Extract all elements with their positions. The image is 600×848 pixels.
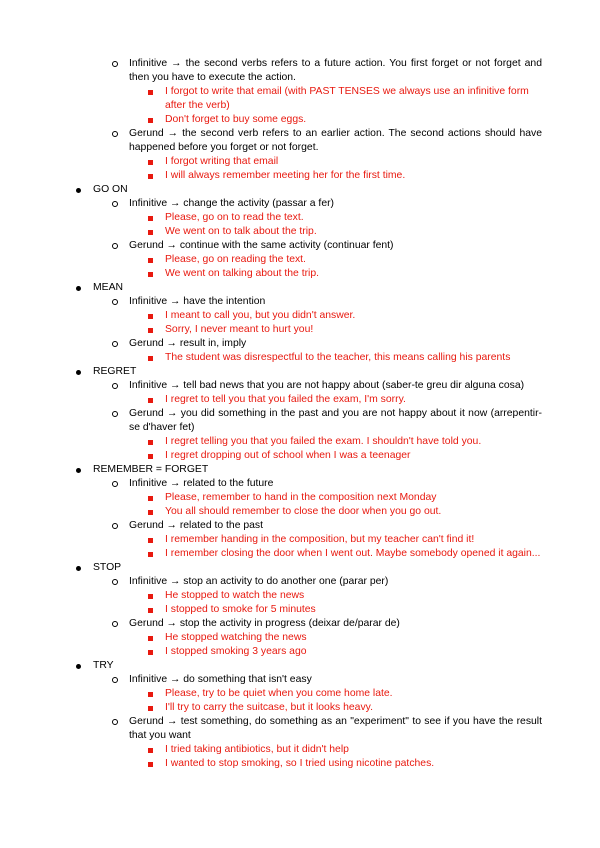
- square-bullet-icon: [148, 272, 153, 277]
- item-text: I wanted to stop smoking, so I tried using nicotine patches.: [165, 758, 435, 769]
- item-text: Please, go on reading the text.: [165, 254, 306, 265]
- example-item: [0, 351, 542, 365]
- square-bullet-icon: [148, 440, 153, 445]
- square-bullet-icon: [148, 636, 153, 641]
- item-text: Infinitive → have the intention: [129, 296, 266, 307]
- hollow-bullet-icon: [112, 201, 118, 207]
- section-heading-item: [0, 281, 542, 295]
- hollow-bullet-icon: [112, 579, 118, 585]
- rule-item: [0, 127, 542, 155]
- document-page: [0, 57, 600, 771]
- item-text: REMEMBER = FORGET: [93, 464, 209, 475]
- square-bullet-icon: [148, 748, 153, 753]
- item-text: You all should remember to close the door when you go out.: [165, 506, 442, 517]
- square-bullet-icon: [148, 160, 153, 165]
- hollow-bullet-icon: [112, 523, 118, 529]
- item-text: I'll try to carry the suitcase, but it looks heavy.: [165, 702, 373, 713]
- rule-item: [0, 239, 542, 253]
- square-bullet-icon: [148, 258, 153, 263]
- item-text: Please, go on to read the text.: [165, 212, 304, 223]
- rule-item: [0, 197, 542, 211]
- example-item: [0, 267, 542, 281]
- section-heading-item: [0, 561, 542, 575]
- item-text: Gerund → test something, do something as an "experiment" to see if you have the result that you want: [129, 716, 542, 741]
- item-text: REGRET: [93, 366, 137, 377]
- item-text: I stopped to smoke for 5 minutes: [165, 604, 316, 615]
- example-item: [0, 309, 542, 323]
- item-text: Gerund → you did something in the past and you are not happy about it now (arrepentir-se d'haver fet): [129, 408, 542, 433]
- hollow-bullet-icon: [112, 411, 118, 417]
- item-text: Gerund → related to the past: [129, 520, 264, 531]
- square-bullet-icon: [148, 454, 153, 459]
- filled-bullet-icon: [76, 664, 81, 669]
- example-item: [0, 85, 542, 113]
- example-item: [0, 225, 542, 239]
- section-heading-item: [0, 463, 542, 477]
- example-item: [0, 603, 542, 617]
- example-item: [0, 113, 542, 127]
- example-item: [0, 491, 542, 505]
- square-bullet-icon: [148, 510, 153, 515]
- item-text: Gerund → stop the activity in progress (deixar de/parar de): [129, 618, 400, 629]
- hollow-bullet-icon: [112, 719, 118, 725]
- square-bullet-icon: [148, 398, 153, 403]
- item-text: I regret dropping out of school when I was a teenager: [165, 450, 411, 461]
- rule-item: [0, 57, 542, 85]
- item-text: I forgot to write that email (with PAST TENSES we always use an infinitive form after the verb): [165, 86, 529, 111]
- filled-bullet-icon: [76, 370, 81, 375]
- item-text: I forgot writing that email: [165, 156, 279, 167]
- square-bullet-icon: [148, 328, 153, 333]
- square-bullet-icon: [148, 118, 153, 123]
- item-text: I remember closing the door when I went out. Maybe somebody opened it again...: [165, 548, 541, 559]
- item-text: TRY: [93, 660, 114, 671]
- rule-item: [0, 337, 542, 351]
- item-text: I will always remember meeting her for the first time.: [165, 170, 406, 181]
- square-bullet-icon: [148, 762, 153, 767]
- item-text: Gerund → the second verb refers to an earlier action. The second actions should have happened before you forget or not forget.: [129, 128, 542, 153]
- example-item: [0, 701, 542, 715]
- rule-item: [0, 575, 542, 589]
- hollow-bullet-icon: [112, 677, 118, 683]
- rule-item: [0, 477, 542, 491]
- hollow-bullet-icon: [112, 131, 118, 137]
- item-text: I meant to call you, but you didn't answer.: [165, 310, 356, 321]
- item-text: Infinitive → tell bad news that you are not happy about (saber-te greu dir alguna cosa): [129, 380, 525, 391]
- square-bullet-icon: [148, 608, 153, 613]
- item-text: I regret telling you that you failed the exam. I shouldn't have told you.: [165, 436, 482, 447]
- example-item: [0, 449, 542, 463]
- item-text: We went on talking about the trip.: [165, 268, 320, 279]
- item-text: I tried taking antibiotics, but it didn't help: [165, 744, 349, 755]
- example-item: [0, 155, 542, 169]
- hollow-bullet-icon: [112, 621, 118, 627]
- section-heading-item: [0, 183, 542, 197]
- example-item: [0, 393, 542, 407]
- bullet-list: [0, 57, 600, 771]
- item-text: He stopped to watch the news: [165, 590, 305, 601]
- example-item: [0, 323, 542, 337]
- hollow-bullet-icon: [112, 383, 118, 389]
- hollow-bullet-icon: [112, 341, 118, 347]
- item-text: MEAN: [93, 282, 124, 293]
- square-bullet-icon: [148, 356, 153, 361]
- example-item: [0, 757, 542, 771]
- example-item: [0, 631, 542, 645]
- rule-item: [0, 407, 542, 435]
- filled-bullet-icon: [76, 286, 81, 291]
- example-item: [0, 505, 542, 519]
- item-text: Please, try to be quiet when you come home late.: [165, 688, 393, 699]
- item-text: I regret to tell you that you failed the exam, I'm sorry.: [165, 394, 406, 405]
- rule-item: [0, 295, 542, 309]
- example-item: [0, 547, 542, 561]
- item-text: Sorry, I never meant to hurt you!: [165, 324, 314, 335]
- hollow-bullet-icon: [112, 243, 118, 249]
- item-text: Infinitive → change the activity (passar a fer): [129, 198, 335, 209]
- square-bullet-icon: [148, 538, 153, 543]
- item-text: Infinitive → stop an activity to do another one (parar per): [129, 576, 389, 587]
- item-text: Infinitive → do something that isn't easy: [129, 674, 312, 685]
- example-item: [0, 169, 542, 183]
- item-text: GO ON: [93, 184, 128, 195]
- item-text: Don't forget to buy some eggs.: [165, 114, 307, 125]
- item-text: Gerund → continue with the same activity (continuar fent): [129, 240, 394, 251]
- square-bullet-icon: [148, 692, 153, 697]
- rule-item: [0, 715, 542, 743]
- item-text: Gerund → result in, imply: [129, 338, 247, 349]
- filled-bullet-icon: [76, 468, 81, 473]
- square-bullet-icon: [148, 552, 153, 557]
- example-item: [0, 533, 542, 547]
- rule-item: [0, 379, 542, 393]
- item-text: I stopped smoking 3 years ago: [165, 646, 307, 657]
- rule-item: [0, 673, 542, 687]
- square-bullet-icon: [148, 650, 153, 655]
- item-text: Infinitive → the second verbs refers to a future action. You first forget or not forget and then you have to execute the action.: [129, 58, 542, 83]
- example-item: [0, 743, 542, 757]
- item-text: He stopped watching the news: [165, 632, 307, 643]
- square-bullet-icon: [148, 496, 153, 501]
- square-bullet-icon: [148, 314, 153, 319]
- square-bullet-icon: [148, 230, 153, 235]
- rule-item: [0, 617, 542, 631]
- example-item: [0, 435, 542, 449]
- item-text: I remember handing in the composition, but my teacher can't find it!: [165, 534, 475, 545]
- example-item: [0, 253, 542, 267]
- hollow-bullet-icon: [112, 61, 118, 67]
- item-text: Please, remember to hand in the composition next Monday: [165, 492, 437, 503]
- example-item: [0, 645, 542, 659]
- section-heading-item: [0, 659, 542, 673]
- filled-bullet-icon: [76, 188, 81, 193]
- example-item: [0, 687, 542, 701]
- square-bullet-icon: [148, 594, 153, 599]
- rule-item: [0, 519, 542, 533]
- item-text: We went on to talk about the trip.: [165, 226, 317, 237]
- example-item: [0, 589, 542, 603]
- square-bullet-icon: [148, 90, 153, 95]
- section-heading-item: [0, 365, 542, 379]
- hollow-bullet-icon: [112, 299, 118, 305]
- square-bullet-icon: [148, 706, 153, 711]
- item-text: STOP: [93, 562, 122, 573]
- filled-bullet-icon: [76, 566, 81, 571]
- square-bullet-icon: [148, 216, 153, 221]
- hollow-bullet-icon: [112, 481, 118, 487]
- item-text: The student was disrespectful to the teacher, this means calling his parents: [165, 352, 511, 363]
- item-text: Infinitive → related to the future: [129, 478, 274, 489]
- square-bullet-icon: [148, 174, 153, 179]
- example-item: [0, 211, 542, 225]
